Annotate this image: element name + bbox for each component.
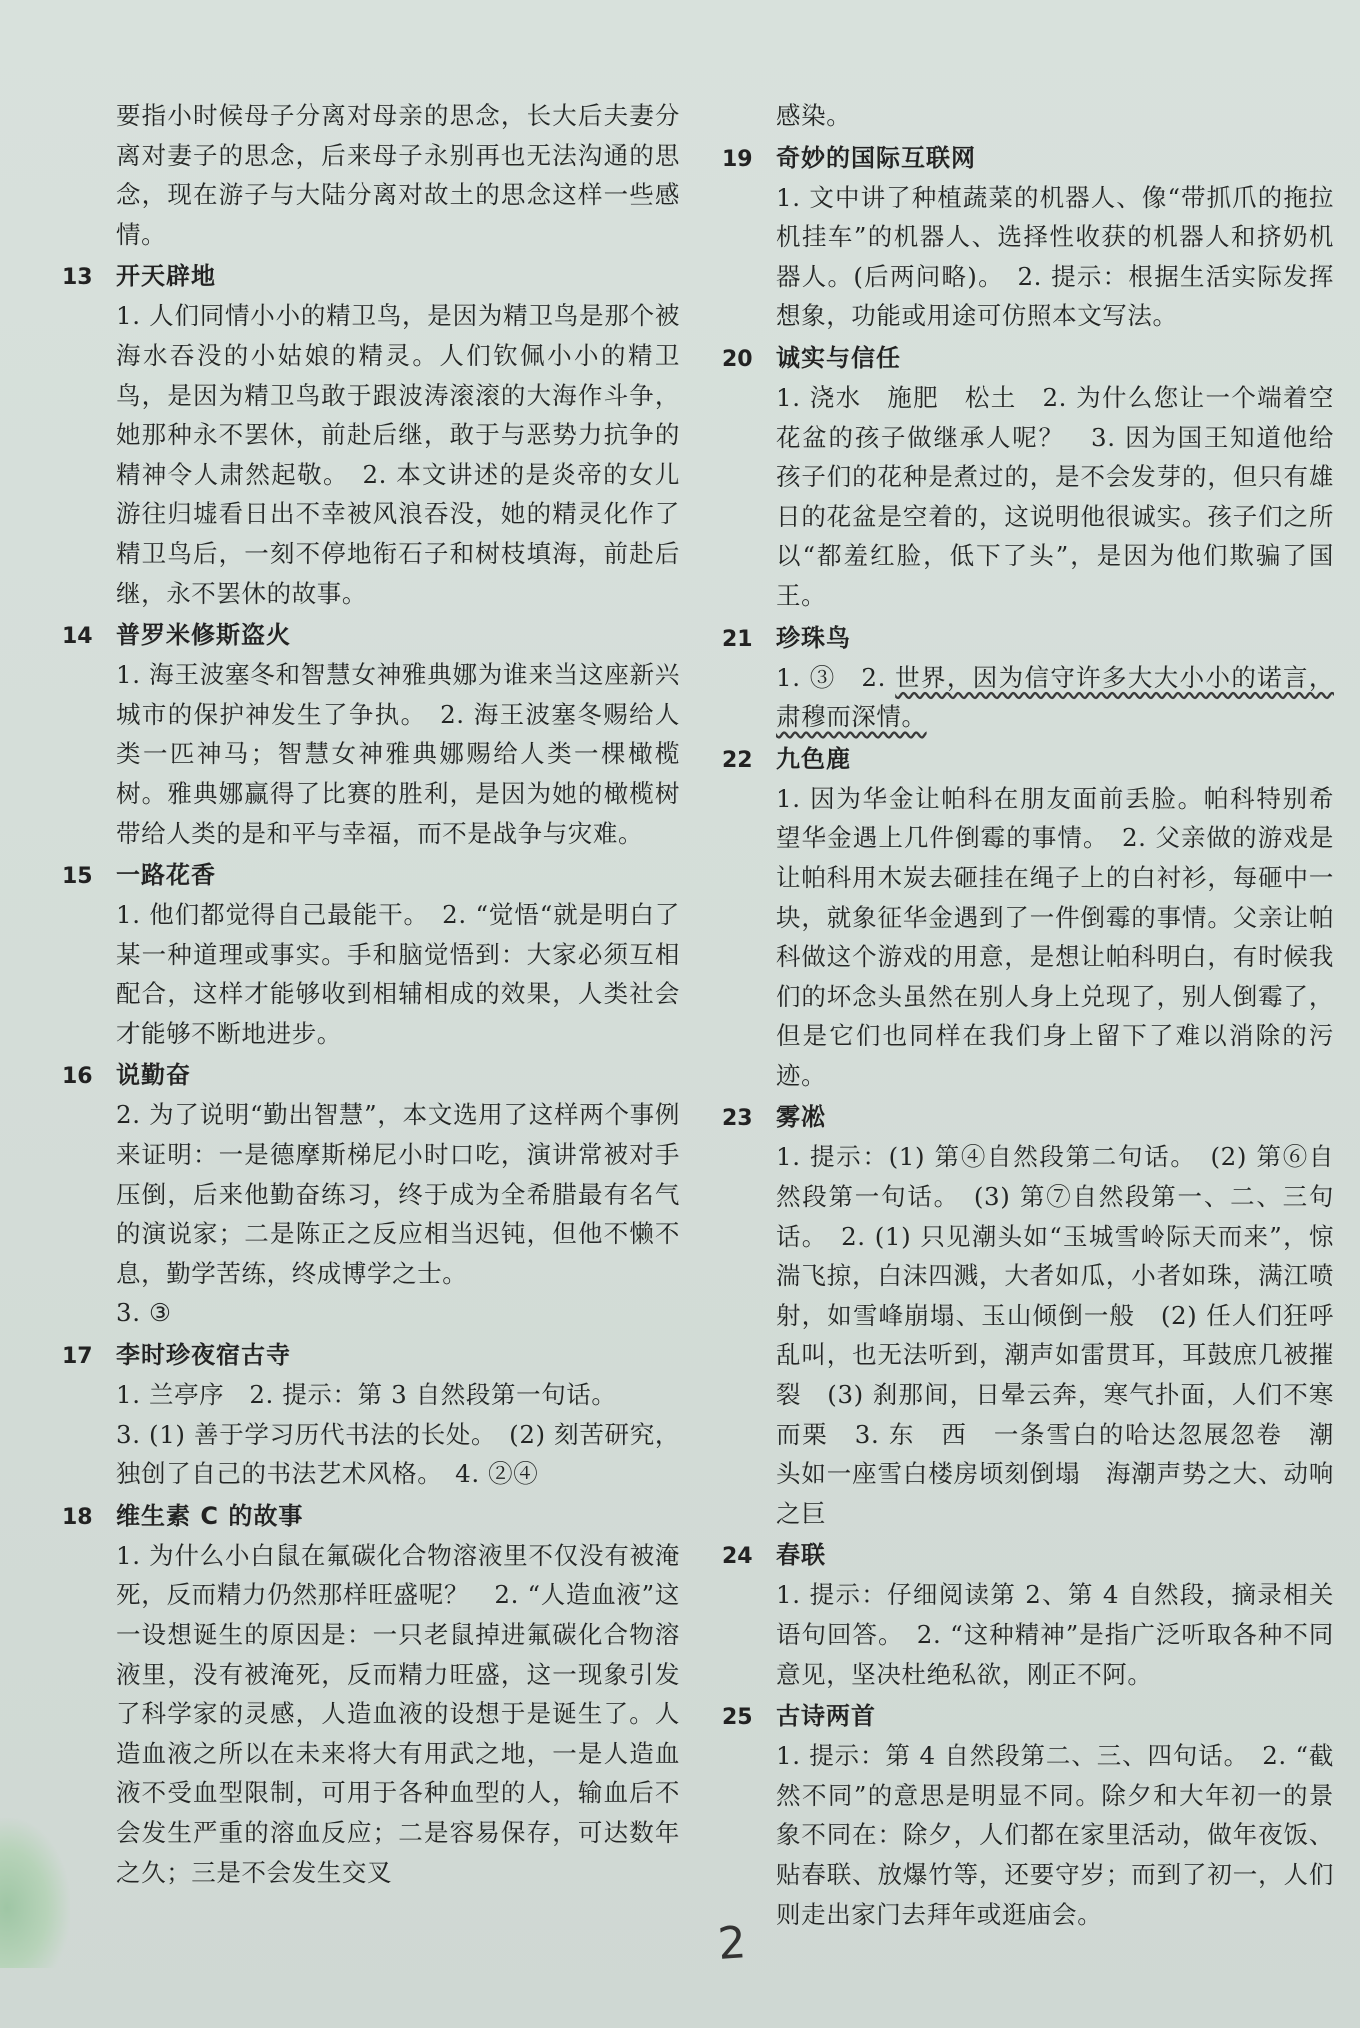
paragraph: 2. 为了说明“勤出智慧”，本文选用了这样两个事例来证明：一是德摩斯梯尼小时口吃，演讲常被对手压倒，后来他勤奋练习，终于成为全希腊最有名气的演说家；二是陈正之反应相当迟钝，但他不懒不息，勤学苦练，终成博学之士。 [116, 1100, 680, 1288]
entry-title: 九色鹿 [776, 744, 851, 773]
entry-number: 13 [62, 265, 93, 291]
entry-number: 16 [62, 1064, 93, 1090]
entry-15 [62, 855, 680, 1053]
paragraph: 感染。 [776, 101, 852, 130]
entry-title: 奇妙的国际互联网 [776, 143, 976, 172]
paragraph: 1. 为什么小白鼠在氟碳化合物溶液里不仅没有被淹死，反而精力仍然那样旺盛呢？ 2. “人造血液”这一设想诞生的原因是：一只老鼠掉进氟碳化合物溶液里，没有被淹死，反而精力旺盛，这一现象引发了科学家的灵感，人造血液的设想于是诞生了。人造血液之所以在未来将大有用武之地，一是人造血液不受血型限制，可用于各种血型的人，输血后不会发生严重的溶血反应；二是容易保存，可达数年之久；三是不会发生交叉 [116, 1540, 680, 1887]
paragraph: 1. 人们同情小小的精卫鸟，是因为精卫鸟是那个被海水吞没的小姑娘的精灵。人们钦佩小小的精卫鸟，是因为精卫鸟敢于跟波涛滚滚的大海作斗争，她那种永不罢休，前赴后继，敢于与恶势力抗争的精神令人肃然起敬。 2. 本文讲述的是炎帝的女儿游往归墟看日出不幸被风浪吞没，她的精灵化作了精卫鸟后，一刻不停地衔石子和树枝填海，前赴后继，永不罢休的故事。 [116, 301, 680, 608]
entry-title: 李时珍夜宿古寺 [116, 1341, 291, 1370]
entry-24 [722, 1535, 1334, 1694]
paragraph: 1. 浇水 施肥 松土 2. 为什么您让一个端着空花盆的孩子做继承人呢？ 3. 因为国王知道他给孩子们的花种是煮过的，是不会发芽的，但只有雄日的花盆是空着的，这说明他很诚实。孩子们之所以“都羞红脸，低下了头”，是因为他们欺骗了国王。 [776, 382, 1334, 610]
handwritten-page-number: 2 [716, 1917, 748, 1970]
entry-number: 14 [62, 624, 93, 650]
entry-number: 21 [722, 626, 753, 652]
entry-25 [722, 1696, 1334, 1934]
entry-17 [62, 1335, 680, 1494]
entry-title: 说勤奋 [116, 1061, 191, 1090]
paragraph: 1. 文中讲了种植蔬菜的机器人、像“带抓爪的拖拉机挂车”的机器人、选择性收获的机器人和挤奶机器人。(后两问略)。 2. 提示：根据生活实际发挥想象，功能或用途可仿照本文写法。 [776, 182, 1334, 331]
paragraph: 1. 提示：(1) 第④自然段第二句话。 (2) 第⑥自然段第一句话。 (3) 第⑦自然段第一、二、三句话。 2. (1) 只见潮头如“玉城雪岭际天而来”，惊湍飞掠，白沫四溅，大者如瓜，小者如珠，满江喷射，如雪峰崩塌、玉山倾倒一般 (2) 任人们狂呼乱叫，也无法听到，潮声如雷贯耳，耳鼓庶几被摧裂 (3) 刹那间，日晕云奔，寒气扑面，人们不寒而栗 3. 东 西 一条雪白的哈达忽展忽卷 潮头如一座雪白楼房顷刻倒塌 海潮声势之大、动响之巨 [776, 1142, 1334, 1528]
entry-21 [722, 618, 1334, 737]
entry-18 [62, 1496, 680, 1892]
entry-number: 22 [722, 747, 753, 773]
entry-number: 17 [62, 1344, 93, 1370]
entry-title: 古诗两首 [776, 1702, 876, 1731]
entry-number: 20 [722, 346, 753, 372]
right-column [722, 96, 1334, 1934]
entry-22 [722, 739, 1334, 1096]
green-leaf-decoration [0, 1818, 70, 1968]
entry-13 [62, 256, 680, 613]
wavy-underlined-answer: 世界，因为信守许多大大小小的诺言，肃穆而深情。 [776, 662, 1334, 732]
entry-title: 诚实与信任 [776, 343, 901, 372]
left-column [62, 96, 680, 1892]
entry-title: 春联 [776, 1541, 826, 1570]
entry-title: 维生素 C 的故事 [116, 1501, 304, 1530]
entry-title: 普罗米修斯盗火 [116, 621, 291, 650]
entry-number: 23 [722, 1106, 753, 1132]
answer-prefix: 1. ③ 2. [776, 662, 896, 692]
entry-number: 19 [722, 146, 753, 172]
left-lead-text [62, 96, 680, 254]
paragraph [776, 658, 1334, 737]
paragraph: 1. 他们都觉得自己最能干。 2. “觉悟“就是明白了某一种道理或事实。手和脑觉悟到：大家必须互相配合，这样才能够收到相辅相成的效果，人类社会才能够不断地进步。 [116, 900, 680, 1048]
entry-20 [722, 338, 1334, 616]
entry-title: 一路花香 [116, 861, 216, 890]
entry-number: 24 [722, 1544, 753, 1570]
entry-title: 雾凇 [776, 1103, 826, 1132]
entry-number: 18 [62, 1504, 93, 1530]
paragraph: 1. 海王波塞冬和智慧女神雅典娜为谁来当这座新兴城市的保护神发生了争执。 2. 海王波塞冬赐给人类一匹神马；智慧女神雅典娜赐给人类一棵橄榄树。雅典娜赢得了比赛的胜利，是因为她的橄榄树带给人类的是和平与幸福，而不是战争与灾难。 [116, 660, 680, 848]
entry-19 [722, 138, 1334, 336]
paragraph: 要指小时候母子分离对母亲的思念，长大后夫妻分离对妻子的思念，后来母子永别再也无法沟通的思念，现在游子与大陆分离对故土的思念这样一些感情。 [116, 101, 680, 249]
paragraph: 3. ③ [116, 1298, 172, 1328]
paragraph: 1. 兰亭序 2. 提示：第 3 自然段第一句话。 [116, 1380, 617, 1410]
paragraph: 1. 提示：第 4 自然段第二、三、四句话。 2. “截然不同”的意思是明显不同。除夕和大年初一的景象不同在：除夕，人们都在家里活动，做年夜饭、贴春联、放爆竹等，还要守岁；而到了初一，人们则走出家门去拜年或逛庙会。 [776, 1741, 1334, 1929]
entry-number: 15 [62, 864, 93, 890]
paragraph: 1. 因为华金让帕科在朋友面前丢脸。帕科特别希望华金遇上几件倒霉的事情。 2. 父亲做的游戏是让帕科用木炭去砸挂在绳子上的白衬衫，每砸中一块，就象征华金遇到了一件倒霉的事情。父亲让帕科做这个游戏的用意，是想让帕科明白，有时候我们的坏念头虽然在别人身上兑现了，别人倒霉了，但是它们也同样在我们身上留下了难以消除的污迹。 [776, 783, 1334, 1090]
right-lead-text [722, 96, 1334, 136]
entry-23 [722, 1097, 1334, 1533]
entry-16 [62, 1055, 680, 1333]
entry-number: 25 [722, 1705, 753, 1731]
entry-title: 开天辟地 [116, 262, 216, 291]
entry-14 [62, 615, 680, 853]
paragraph: 1. 提示：仔细阅读第 2、第 4 自然段，摘录相关语句回答。 2. “这种精神”是指广泛听取各种不同意见，坚决杜绝私欲，刚正不阿。 [776, 1580, 1334, 1689]
entry-title: 珍珠鸟 [776, 623, 851, 652]
paragraph: 3. (1) 善于学习历代书法的长处。 (2) 刻苦研究，独创了自己的书法艺术风格。 4. ②④ [116, 1419, 680, 1489]
